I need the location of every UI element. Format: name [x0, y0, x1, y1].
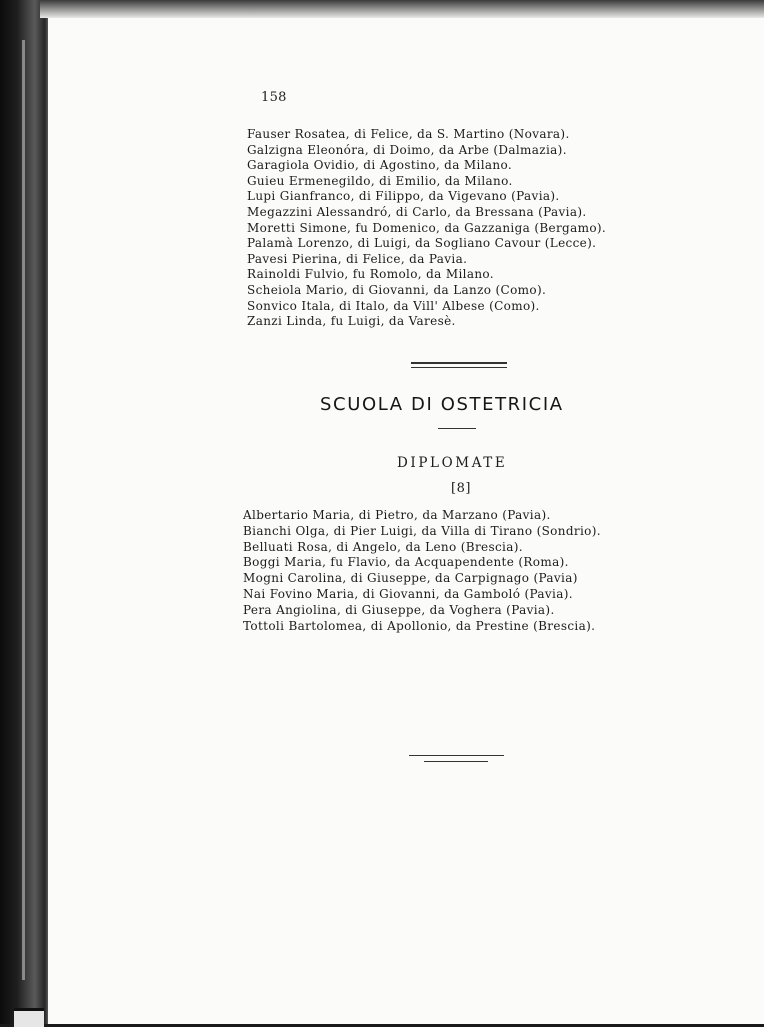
- title-underline: [438, 428, 476, 429]
- list-item: Pavesi Pierina, di Felice, da Pavia.: [247, 251, 468, 266]
- list-item: Megazzini Alessandró, di Carlo, da Bressana (Pavia).: [247, 204, 587, 219]
- list-item: Bianchi Olga, di Pier Luigi, da Villa di Tirano (Sondrio).: [243, 523, 601, 538]
- list-item: Rainoldi Fulvio, fu Romolo, da Milano.: [247, 267, 494, 282]
- list-item: Moretti Simone, fu Domenico, da Gazzaniga (Bergamo).: [247, 220, 607, 235]
- page-top-edge: [40, 0, 764, 18]
- page-number: 158: [261, 90, 287, 105]
- section-divider: [411, 362, 507, 364]
- list-item: Pera Angiolina, di Giuseppe, da Voghera (Pavia).: [243, 602, 555, 617]
- list-item: Sonvico Itala, di Italo, da Vill' Albese (Como).: [247, 298, 540, 313]
- spine-highlight: [22, 40, 25, 980]
- students-list: [247, 127, 606, 330]
- list-item: Lupi Gianfranco, di Filippo, da Vigevano (Pavia).: [247, 189, 560, 204]
- list-item: Albertario Maria, di Pietro, da Marzano (Pavia).: [243, 508, 551, 522]
- list-item: Palamà Lorenzo, di Luigi, da Sogliano Cavour (Lecce).: [247, 236, 597, 251]
- list-item: Belluati Rosa, di Angelo, da Leno (Brescia).: [243, 539, 523, 554]
- diplomate-list: [243, 508, 601, 634]
- corner-mark: [14, 1008, 44, 1027]
- list-item: Scheiola Mario, di Giovanni, da Lanzo (Como).: [247, 282, 547, 297]
- list-item: Guieu Ermenegildo, di Emilio, da Milano.: [247, 173, 513, 188]
- list-item: Mogni Carolina, di Giuseppe, da Carpignago (Pavia): [243, 571, 578, 586]
- list-item: Nai Fovino Maria, di Giovanni, da Gamboló (Pavia).: [243, 586, 573, 601]
- subsection-title: DIPLOMATE: [397, 455, 508, 471]
- list-item: Garagiola Ovidio, di Agostino, da Milano.: [247, 158, 512, 173]
- section-divider: [411, 367, 507, 368]
- list-item: Tottoli Bartolomea, di Apollonio, da Prestine (Brescia).: [243, 618, 596, 633]
- end-divider: [409, 755, 504, 756]
- list-item: Fauser Rosatea, di Felice, da S. Martino (Novara).: [247, 127, 570, 141]
- end-divider: [424, 761, 488, 762]
- list-item: Zanzi Linda, fu Luigi, da Varesè.: [247, 314, 456, 329]
- count-label: [8]: [451, 481, 471, 496]
- list-item: Boggi Maria, fu Flavio, da Acquapendente (Roma).: [243, 555, 569, 570]
- list-item: Galzigna Eleonóra, di Doimo, da Arbe (Dalmazia).: [247, 142, 567, 157]
- section-title: SCUOLA DI OSTETRICIA: [320, 394, 564, 415]
